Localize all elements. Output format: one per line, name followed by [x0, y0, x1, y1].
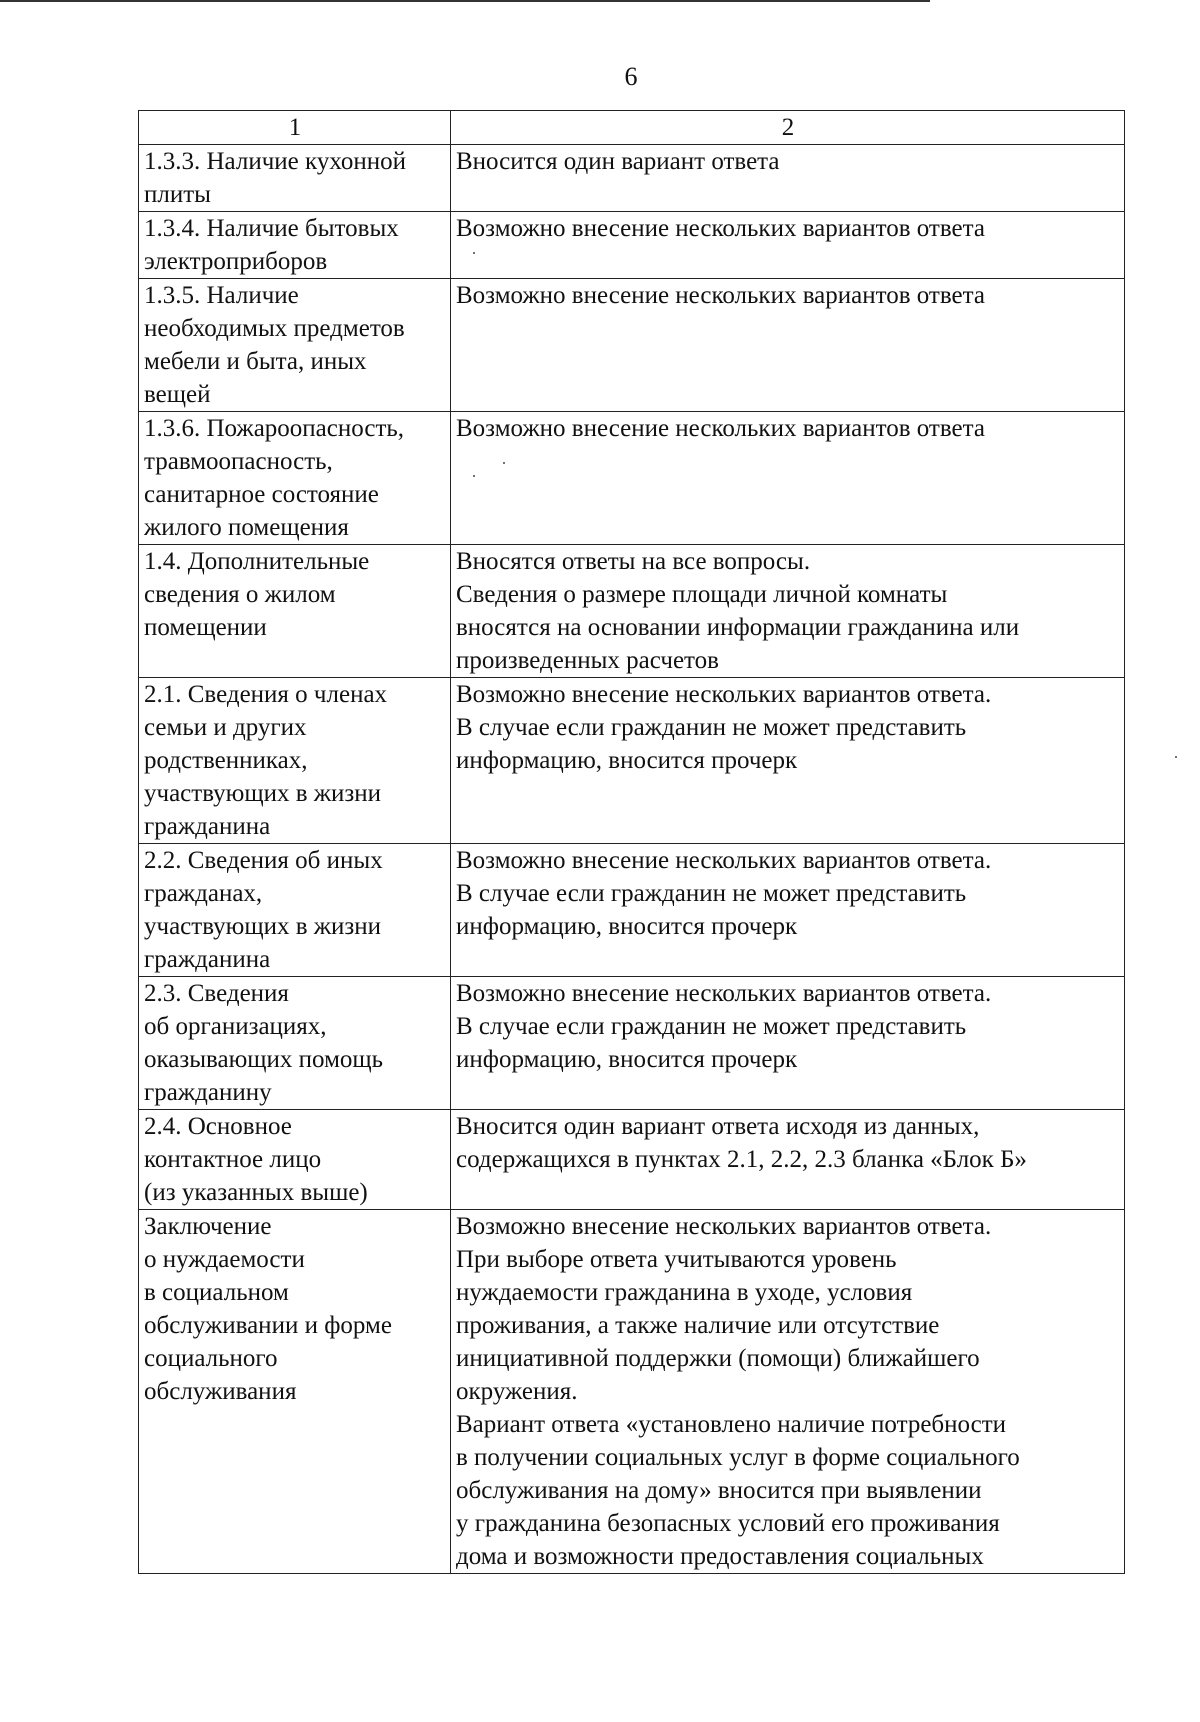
- cell-text-line: Вносится один вариант ответа исходя из данных,: [456, 1113, 980, 1140]
- cell-text-line: (из указанных выше): [144, 1179, 368, 1206]
- instruction-cell: [451, 844, 1125, 977]
- cell-text-line: о нуждаемости: [144, 1246, 305, 1273]
- instruction-cell: [451, 279, 1125, 412]
- table-body: [139, 111, 1125, 1574]
- cell-text-line: информацию, вносится прочерк: [456, 913, 798, 940]
- cell-text-line: родственниках,: [144, 747, 308, 774]
- table-row: [139, 412, 1125, 545]
- cell-text-line: обслуживания на дому» вносится при выявлении: [456, 1477, 982, 1504]
- table-row: [139, 545, 1125, 678]
- cell-text-line: участвующих в жизни: [144, 780, 382, 807]
- cell-text-line: помещении: [144, 614, 267, 641]
- scan-speck: [1175, 756, 1177, 758]
- cell-text-line: плиты: [144, 181, 211, 208]
- cell-text-line: 2.2. Сведения об иных: [144, 847, 383, 874]
- table-row: [139, 212, 1125, 279]
- cell-text-line: обслуживания: [144, 1378, 297, 1405]
- cell-text-line: 1.3.5. Наличие: [144, 282, 299, 309]
- field-name-cell: [139, 145, 451, 212]
- table-row: [139, 844, 1125, 977]
- cell-text-line: Возможно внесение нескольких вариантов ответа.: [456, 847, 992, 874]
- cell-text-line: В случае если гражданин не может представить: [456, 714, 967, 741]
- cell-text-line: Возможно внесение нескольких вариантов ответа.: [456, 980, 992, 1007]
- table-row: [139, 678, 1125, 844]
- cell-text-line: Возможно внесение нескольких вариантов ответа: [456, 215, 985, 242]
- cell-text-line: нуждаемости гражданина в уходе, условия: [456, 1279, 913, 1306]
- cell-text-line: травмоопасность,: [144, 448, 333, 475]
- table-row: [139, 145, 1125, 212]
- cell-text-line: в получении социальных услуг в форме социального: [456, 1444, 1020, 1471]
- cell-text-line: 2.3. Сведения: [144, 980, 289, 1007]
- cell-text-line: Возможно внесение нескольких вариантов ответа: [456, 415, 985, 442]
- cell-text-line: 1.4. Дополнительные: [144, 548, 370, 575]
- cell-text-line: необходимых предметов: [144, 315, 405, 342]
- cell-text-line: 1.3.3. Наличие кухонной: [144, 148, 406, 175]
- field-name-cell: [139, 1110, 451, 1210]
- cell-text-line: содержащихся в пунктах 2.1, 2.2, 2.3 бланка «Блок Б»: [456, 1146, 1027, 1173]
- cell-text-line: информацию, вносится прочерк: [456, 1046, 798, 1073]
- cell-text-line: семьи и других: [144, 714, 307, 741]
- cell-text-line: жилого помещения: [144, 514, 349, 541]
- page-number: 6: [624, 62, 638, 91]
- cell-text-line: Возможно внесение нескольких вариантов ответа: [456, 282, 985, 309]
- cell-text-line: гражданах,: [144, 880, 263, 907]
- column-number-2: 2: [451, 111, 1125, 145]
- field-name-cell: [139, 279, 451, 412]
- instructions-table: [138, 110, 1125, 1574]
- cell-text-line: Сведения о размере площади личной комнаты: [456, 581, 948, 608]
- cell-text-line: обслуживании и форме: [144, 1312, 392, 1339]
- instruction-cell: [451, 1110, 1125, 1210]
- cell-text-line: произведенных расчетов: [456, 647, 719, 674]
- cell-text-line: сведения о жилом: [144, 581, 336, 608]
- scan-speck: [473, 252, 475, 254]
- cell-text-line: санитарное состояние: [144, 481, 379, 508]
- table-row: [139, 279, 1125, 412]
- cell-text-line: 1.3.6. Пожароопасность,: [144, 415, 405, 442]
- cell-text-line: гражданину: [144, 1079, 272, 1106]
- cell-text-line: окружения.: [456, 1378, 578, 1405]
- cell-text-line: в социальном: [144, 1279, 289, 1306]
- cell-text-line: дома и возможности предоставления социальных: [456, 1543, 984, 1570]
- instruction-cell: [451, 1210, 1125, 1574]
- field-name-cell: [139, 678, 451, 844]
- cell-text-line: проживания, а также наличие или отсутствие: [456, 1312, 940, 1339]
- cell-text-line: 1.3.4. Наличие бытовых: [144, 215, 399, 242]
- instruction-cell: [451, 545, 1125, 678]
- cell-text-line: гражданина: [144, 946, 271, 973]
- field-name-cell: [139, 545, 451, 678]
- instruction-cell: [451, 145, 1125, 212]
- cell-text-line: Заключение: [144, 1213, 272, 1240]
- cell-text-line: гражданина: [144, 813, 271, 840]
- cell-text-line: вносятся на основании информации гражданина или: [456, 614, 1020, 641]
- cell-text-line: Возможно внесение нескольких вариантов ответа.: [456, 1213, 992, 1240]
- table-header-row: [139, 111, 1125, 145]
- scan-speck: [473, 475, 475, 477]
- field-name-cell: [139, 412, 451, 545]
- cell-text-line: социального: [144, 1345, 278, 1372]
- column-number-1: 1: [139, 111, 451, 145]
- cell-text-line: информацию, вносится прочерк: [456, 747, 798, 774]
- cell-text-line: В случае если гражданин не может представить: [456, 880, 967, 907]
- cell-text-line: В случае если гражданин не может представить: [456, 1013, 967, 1040]
- cell-text-line: инициативной поддержки (помощи) ближайшего: [456, 1345, 980, 1372]
- cell-text-line: об организациях,: [144, 1013, 327, 1040]
- cell-text-line: 2.1. Сведения о членах: [144, 681, 388, 708]
- table-row: [139, 977, 1125, 1110]
- cell-text-line: При выборе ответа учитываются уровень: [456, 1246, 897, 1273]
- field-name-cell: [139, 844, 451, 977]
- instruction-cell: [451, 977, 1125, 1110]
- scan-speck: [503, 462, 505, 464]
- cell-text-line: Вносится один вариант ответа: [456, 148, 780, 175]
- cell-text-line: электроприборов: [144, 248, 328, 275]
- instruction-cell: [451, 212, 1125, 279]
- cell-text-line: вещей: [144, 381, 211, 408]
- instruction-cell: [451, 412, 1125, 545]
- cell-text-line: у гражданина безопасных условий его проживания: [456, 1510, 1000, 1537]
- cell-text-line: Возможно внесение нескольких вариантов ответа.: [456, 681, 992, 708]
- cell-text-line: 2.4. Основное: [144, 1113, 292, 1140]
- cell-text-line: Вариант ответа «установлено наличие потребности: [456, 1411, 1007, 1438]
- field-name-cell: [139, 977, 451, 1110]
- instruction-cell: [451, 678, 1125, 844]
- cell-text-line: мебели и быта, иных: [144, 348, 367, 375]
- cell-text-line: Вносятся ответы на все вопросы.: [456, 548, 811, 575]
- table-row: [139, 1210, 1125, 1574]
- field-name-cell: [139, 212, 451, 279]
- cell-text-line: контактное лицо: [144, 1146, 322, 1173]
- table-row: [139, 1110, 1125, 1210]
- cell-text-line: оказывающих помощь: [144, 1046, 384, 1073]
- cell-text-line: участвующих в жизни: [144, 913, 382, 940]
- field-name-cell: [139, 1210, 451, 1574]
- top-border-rule: [0, 0, 930, 2]
